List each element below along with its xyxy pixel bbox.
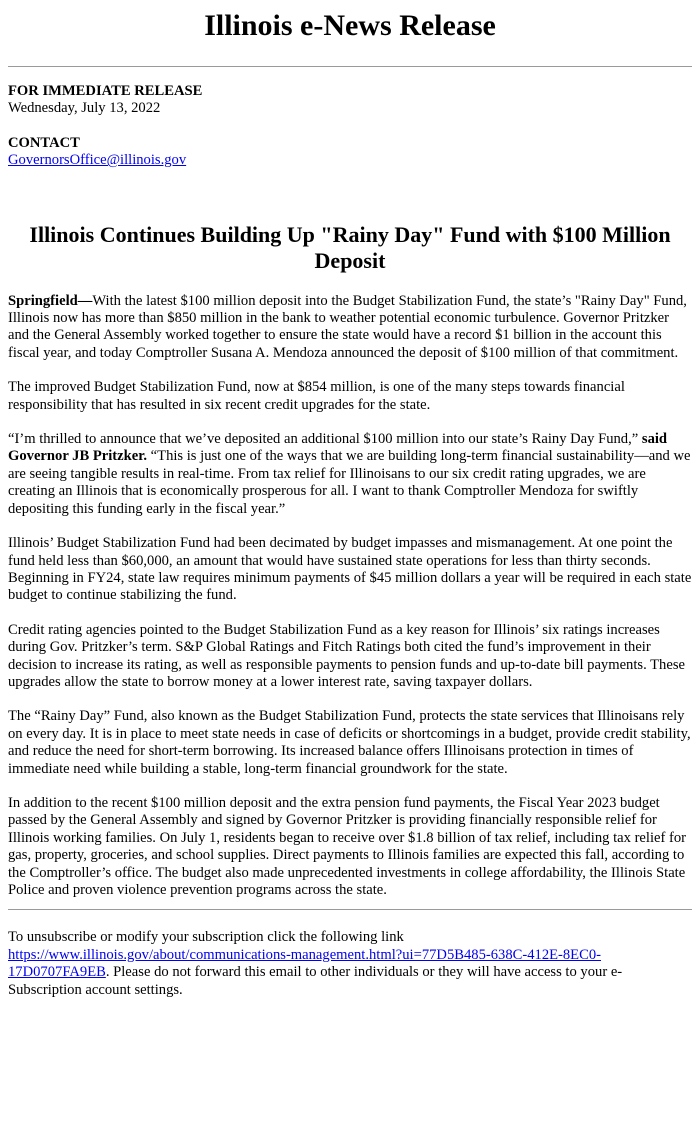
release-date: Wednesday, July 13, 2022 (8, 100, 161, 117)
banner-title: Illinois e-News Release (204, 9, 496, 42)
article-body (8, 293, 692, 900)
paragraph-2: The improved Budget Stabilization Fund, now at $854 million, is one of the many steps towards financial responsibility that has resulted in six recent credit upgrades for the state. (8, 379, 625, 413)
quote-end: “This is just one of the ways that we are building long-term financial sustainability—and we are seeing tangible results in real-time. From tax relief for Illinoisans to our six credit rating upgrades, we are creating an Illinois that is economically prosperous for all. I want to thank Comptroller Mendoza for swiftly depositing this funding early in the fiscal year.” (8, 448, 691, 517)
paragraph-6: The “Rainy Day” Fund, also known as the Budget Stabilization Fund, protects the state services that Illinoisans rely on every day. It is in place to meet state needs in case of deficits or shortcomings in a budget, provide credit stability, and reduce the need for short-term borrowing. Its increased balance offers Illinoisans protection in times of immediate need while building a stable, long-term financial groundwork for the state. (8, 708, 691, 777)
article-headline: Illinois Continues Building Up "Rainy Day" Fund with $100 Million Deposit (29, 221, 671, 273)
release-label: FOR IMMEDIATE RELEASE (8, 83, 203, 99)
unsubscribe-link-part2: 17D0707FA9EB (8, 964, 106, 981)
top-divider (8, 66, 692, 67)
paragraph-1 (8, 293, 692, 363)
quote-start: “I’m thrilled to announce that we’ve deposited an additional $100 million into our state’s Rainy Day Fund,” (8, 431, 642, 448)
bottom-divider (8, 909, 692, 910)
contact-email-link[interactable]: GovernorsOffice@illinois.gov (8, 152, 187, 169)
release-meta (8, 83, 692, 170)
paragraph-1-text: With the latest $100 million deposit into the Budget Stabilization Fund, the state’s "Rainy Day" Fund, Illinois now has more than $850 million in the bank to weather potential economic turbulence. Governor Pritzker and the General Assembly worked together to ensure the state would have a record $1 billion in the account this fiscal year, and today Comptroller Susana A. Mendoza announced the deposit of $100 million of that commitment. (8, 292, 687, 361)
dateline: Springfield— (8, 292, 93, 309)
unsubscribe-line (8, 947, 692, 999)
paragraph-7: In addition to the recent $100 million deposit and the extra pension fund payments, the Fiscal Year 2023 budget passed by the General Assembly and signed by Governor Pritzker is providing financially responsible relief for Illinois working families. On July 1, residents began to receive over $1.8 billion of tax relief, including tax relief for gas, property, groceries, and school supplies. Direct payments to Illinois families are expected this fall, according to the Comptroller’s office. The budget also made unprecedented investments in college affordability, the Illinois State Police and proven violence prevention programs across the state. (8, 794, 687, 898)
paragraph-5: Credit rating agencies pointed to the Budget Stabilization Fund as a key reason for Illinois’ six ratings increases during Gov. Pritzker’s term. S&P Global Ratings and Fitch Ratings both cited the fund’s improvement in their decision to increase its rating, as well as responsible payments to pension funds and up-to-date bill payments. These upgrades allow the state to borrow money at a lower interest rate, saving taxpayer dollars. (8, 621, 685, 690)
footer (8, 929, 692, 999)
unsubscribe-note: . Please do not forward this email to other individuals or they will have access to your e-Subscription account settings. (8, 964, 623, 998)
paragraph-4: Illinois’ Budget Stabilization Fund had been decimated by budget impasses and mismanagement. At one point the fund held less than $60,000, an amount that would have sustained state operations for less than thirty seconds. Beginning in FY24, state law requires minimum payments of $45 million dollars a year will be required in each state budget to continue stabilizing the fund. (8, 535, 692, 604)
unsubscribe-intro: To unsubscribe or modify your subscription click the following link (8, 929, 404, 946)
paragraph-3 (8, 431, 692, 518)
quote-attribution: said Governor JB Pritzker. (8, 431, 668, 465)
unsubscribe-link-part1: https://www.illinois.gov/about/communications-management.html?ui=77D5B485-638C-412E-8EC0- (8, 946, 601, 963)
contact-label: CONTACT (8, 134, 80, 151)
